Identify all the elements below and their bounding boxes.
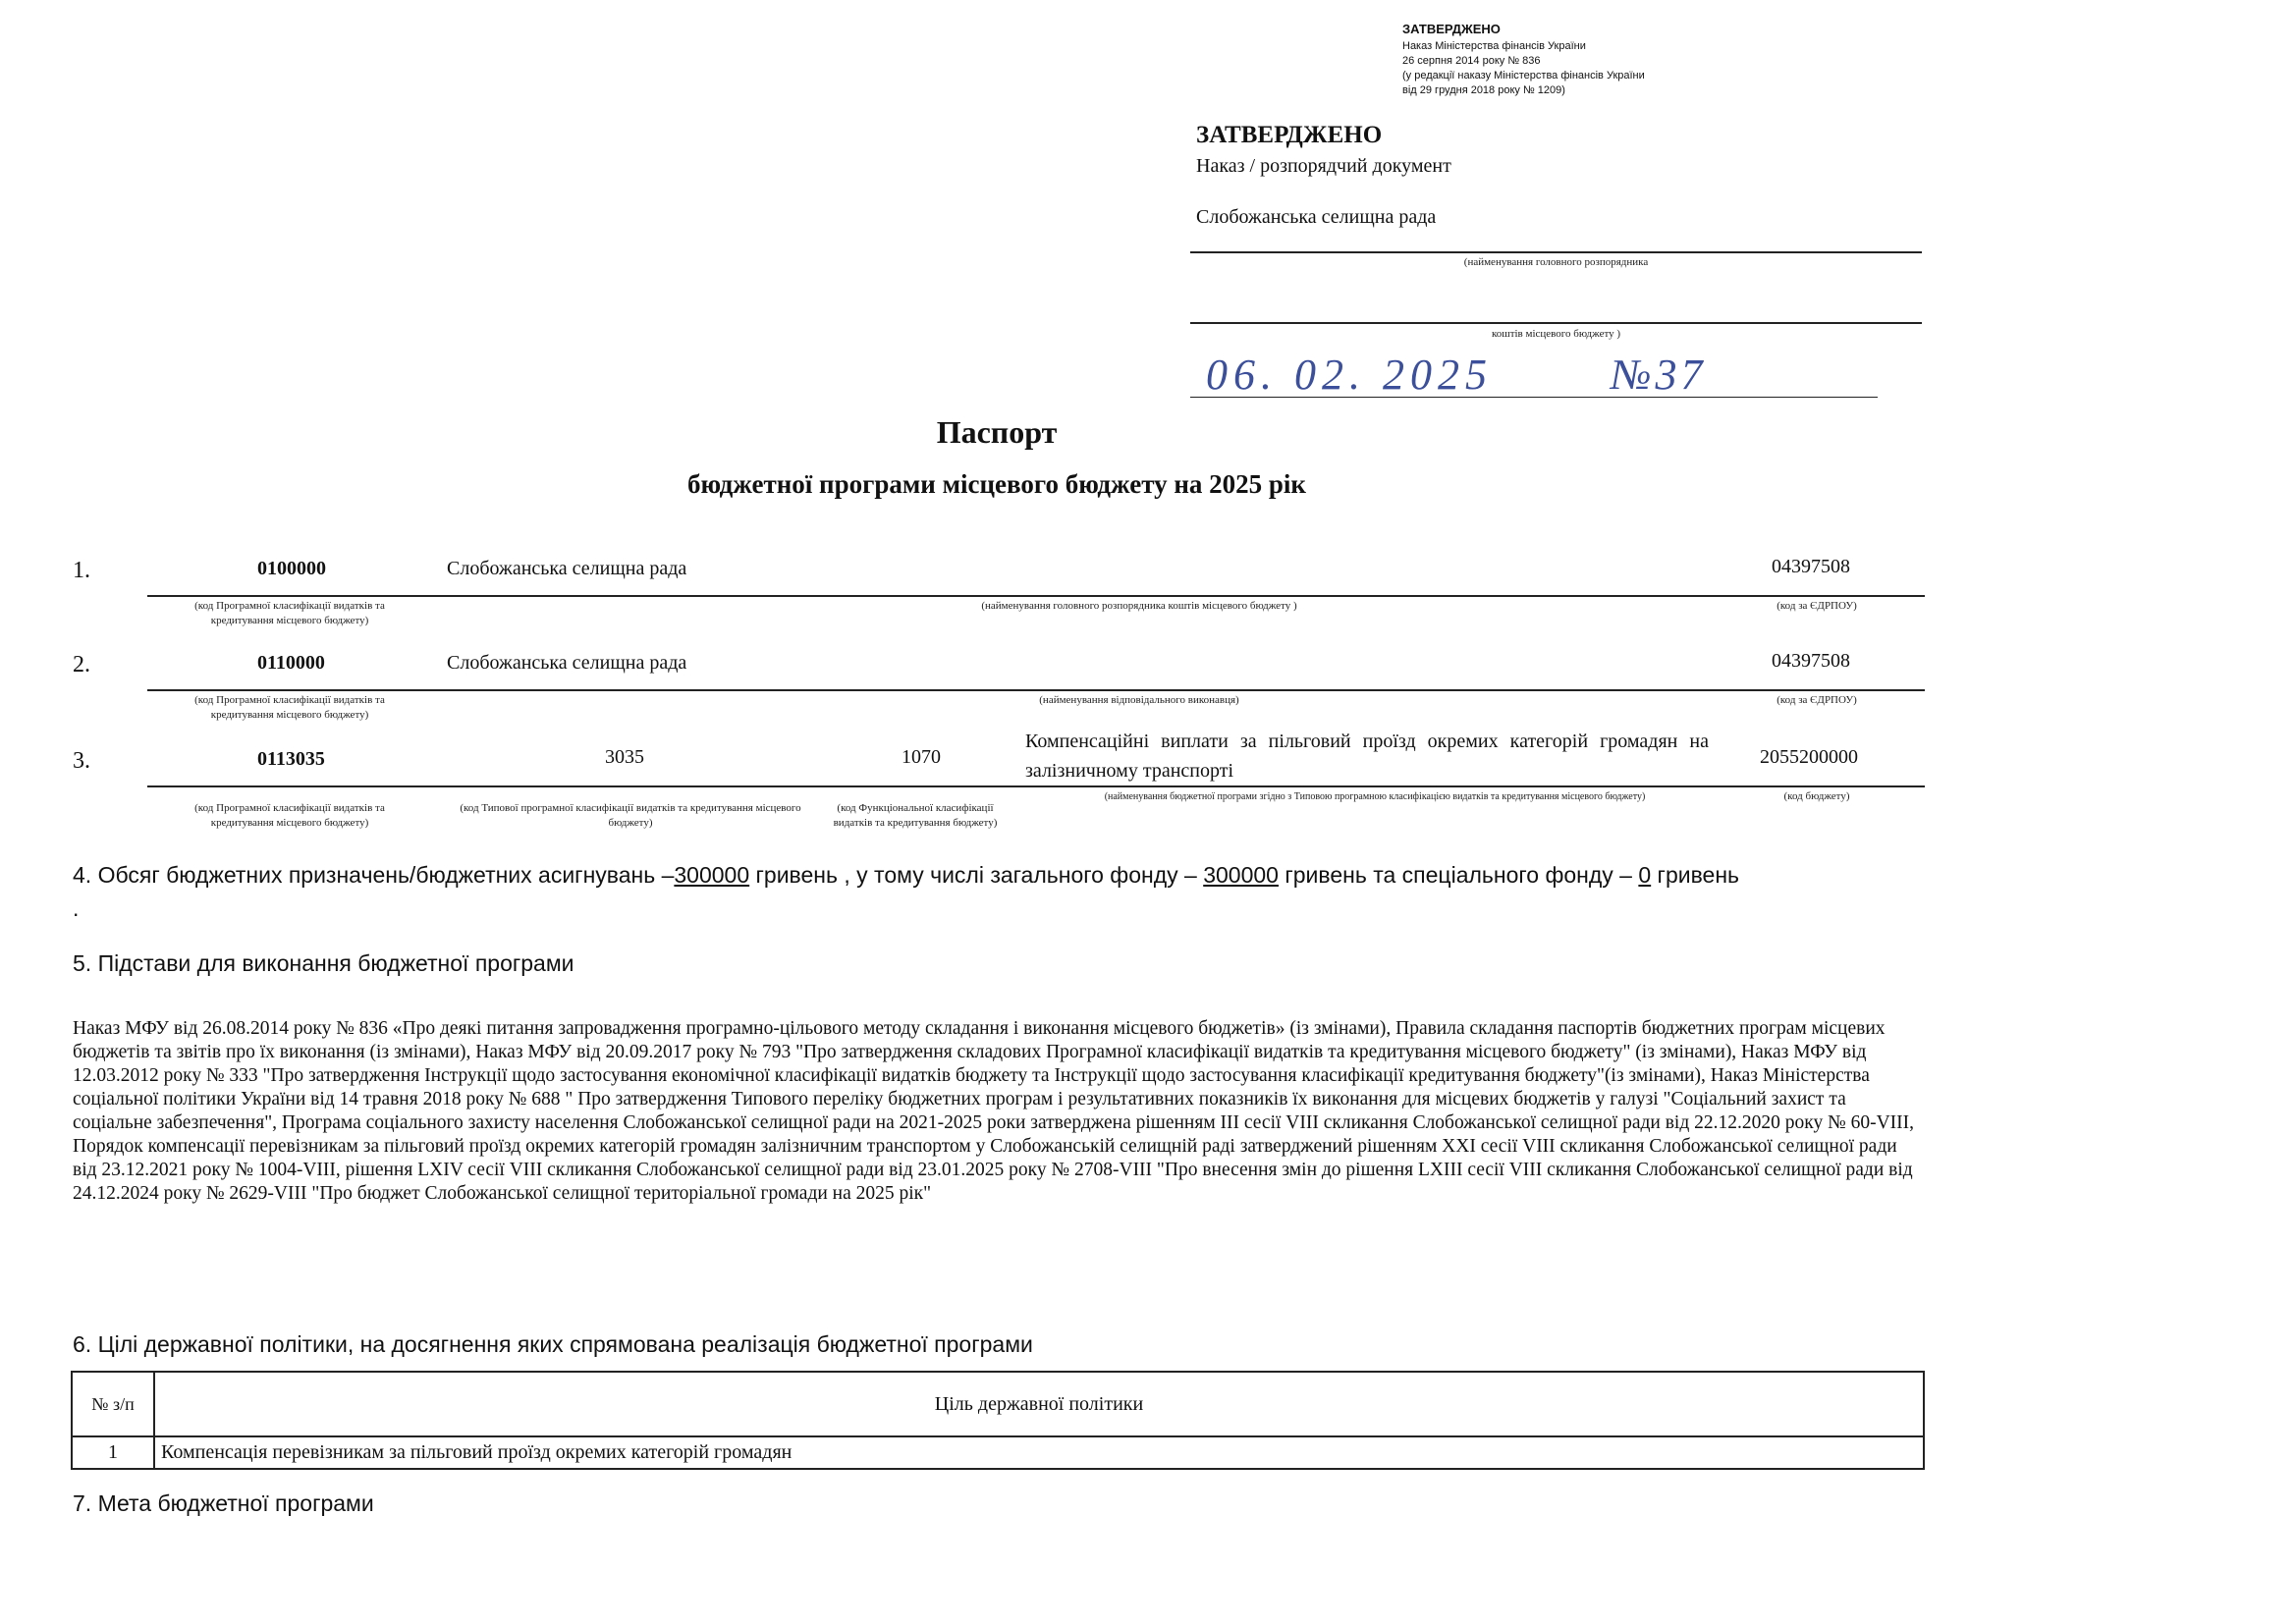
approval-stamp-line: 26 серпня 2014 року № 836 (1402, 55, 1541, 67)
section-5-heading: 5. Підстави для виконання бюджетної програми (73, 950, 574, 976)
row-underline (147, 595, 1925, 597)
approval-doc-type: Наказ / розпорядчий документ (1196, 155, 1451, 177)
program-code: 0113035 (257, 748, 325, 770)
executor-name: Слобожанська селищна рада (447, 652, 687, 674)
section-4-mid1: гривень , у тому числі загального фонду – (749, 862, 1204, 888)
section-4-mid2: гривень та спеціального фонду – (1278, 862, 1639, 888)
row-underline (147, 785, 1925, 787)
table-header-row (72, 1372, 1924, 1436)
column-header-goal: Ціль державної політики (154, 1372, 1924, 1436)
section-4-suffix: гривень (1651, 862, 1740, 888)
row-underline (147, 689, 1925, 691)
caption-edrpou: (код за ЄДРПОУ) (1777, 600, 1857, 612)
approval-org-underline (1190, 251, 1922, 253)
policy-goals-table (71, 1371, 1925, 1470)
caption-manager-name: (найменування головного розпорядника коштів місцевого бюджету ) (981, 600, 1297, 612)
approval-stamp-line: (у редакції наказу Міністерства фінансів України (1402, 70, 1645, 81)
caption-program-code: (код Програмної класифікації видатків та кредитування місцевого бюджету) (194, 600, 385, 626)
caption-budget-code: (код бюджету) (1783, 790, 1850, 802)
page-subtitle: бюджетної програми місцевого бюджету на 2025 рік (687, 469, 1306, 499)
approval-stamp-title: ЗАТВЕРДЖЕНО (1402, 22, 1501, 36)
budget-code: 2055200000 (1760, 746, 1858, 768)
section-6-heading: 6. Цілі державної політики, на досягнення яких спрямована реалізація бюджетної програми (73, 1331, 1033, 1357)
functional-code: 1070 (902, 746, 941, 768)
approval-stamp-small (1402, 22, 1756, 98)
approval-funds-underline (1190, 322, 1922, 324)
caption-program-code: (код Програмної класифікації видатків та кредитування місцевого бюджету) (194, 694, 385, 721)
column-header-num: № з/п (72, 1372, 154, 1436)
approval-org-caption: (найменування головного розпорядника (1463, 256, 1649, 268)
manager-name: Слобожанська селищна рада (447, 558, 687, 579)
typical-program-code: 3035 (605, 746, 644, 768)
section-4-trail: . (73, 895, 80, 921)
caption-typical-code: (код Типової програмної класифікації видатків та кредитування місцевого бюджету) (460, 802, 801, 829)
section-4-prefix: 4. Обсяг бюджетних призначень/бюджетних асигнувань – (73, 862, 675, 888)
row-goal: Компенсація перевізникам за пільговий проїзд окремих категорій громадян (154, 1436, 1924, 1469)
section-4-text (73, 862, 1739, 889)
row-index: 1. (73, 558, 90, 583)
program-code: 0100000 (257, 558, 326, 579)
caption-functional-code: (код Функціональної класифікації видатків та кредитування бюджету) (833, 802, 998, 829)
edrpou-code: 04397508 (1772, 650, 1850, 672)
total-amount: 300000 (674, 862, 750, 888)
row-num: 1 (72, 1436, 154, 1469)
caption-edrpou: (код за ЄДРПОУ) (1777, 694, 1857, 706)
table-row (72, 1436, 1924, 1469)
section-7-heading: 7. Мета бюджетної програми (73, 1490, 374, 1516)
row-index: 3. (73, 748, 90, 774)
program-name: Компенсаційні виплати за пільговий проїзд окремих категорій громадян на залізничному транспорті (1025, 731, 1709, 782)
approval-stamp-line: від 29 грудня 2018 року № 1209) (1402, 84, 1565, 96)
approval-title: ЗАТВЕРДЖЕНО (1196, 122, 1383, 148)
row-index: 2. (73, 652, 90, 677)
approval-date-underline (1190, 397, 1878, 398)
special-fund-amount: 0 (1638, 862, 1652, 888)
handwritten-number: №37 (1611, 351, 1707, 399)
general-fund-amount: 300000 (1203, 862, 1279, 888)
section-5-text: Наказ МФУ від 26.08.2014 року № 836 «Про деякі питання запровадження програмно-цільового методу складання і виконання місцевого бюджетів» (із змінами), Правила складання паспортів бюджетних програм місцевих бюджетів та звітів про їх виконання (із змінами), Наказ МФУ від 20.09.2017 року № 793 "Про затвердження складових Програмної класифікації видатків та кредитування місцевого бюджету" (із змінами), Наказ МФУ від 12.03.2012 року № 333 "Про затвердження Інструкції щодо застосування економічної класифікації видатків бюджету та Інструкції щодо застосування класифікації кредитування бюджету"(із змінами), Наказ Міністерства соціальної політики України від 14 травня 2018 року № 688 " Про затвердження Типового переліку бюджетних програм і результативних показників їх виконання для місцевих бюджетів у галузі "Соціальний захист та соціальне забезпечення", Програма соціального захисту населення Слобожанської селищної ради на 2021-2025 роки затверджена рішенням ІІІ сесії VIII скликання Слобожанської селищної ради від 22.12.2020 року № 60-VIII, Порядок компенсації перевізникам за пільговий проїзд окремих категорій громадян залізничним транспортом у Слобожанській селищній раді затверджений рішенням ХХІ сесії VIII скликання Слобожанської селищної ради від 23.12.2021 року № 1004-VIII, рішення LXIV сесії VIII скликання Слобожанської селищної ради від 23.01.2025 року № 2708-VIII "Про внесення змін до рішення LXIII сесії VIII скликання Слобожанської селищної ради від 24.12.2024 року № 2629-VIII "Про бюджет Слобожанської селищної територіальної громади на 2025 рік" (73, 1018, 1915, 1204)
caption-executor-name: (найменування відповідального виконавця) (1039, 694, 1239, 706)
handwritten-date: 06. 02. 2025 (1206, 351, 1493, 399)
program-code: 0110000 (257, 652, 325, 674)
caption-program-code: (код Програмної класифікації видатків та кредитування місцевого бюджету) (194, 802, 385, 829)
approval-org-name: Слобожанська селищна рада (1196, 206, 1437, 228)
edrpou-code: 04397508 (1772, 556, 1850, 577)
caption-program-name: (найменування бюджетної програми згідно з Типовою програмною класифікацією видатків та кредитування місцевого бюджету) (1104, 791, 1646, 802)
approval-stamp-line: Наказ Міністерства фінансів України (1402, 40, 1586, 52)
page-title: Паспорт (936, 414, 1058, 450)
approval-funds-caption: коштів місцевого бюджету ) (1491, 328, 1621, 340)
